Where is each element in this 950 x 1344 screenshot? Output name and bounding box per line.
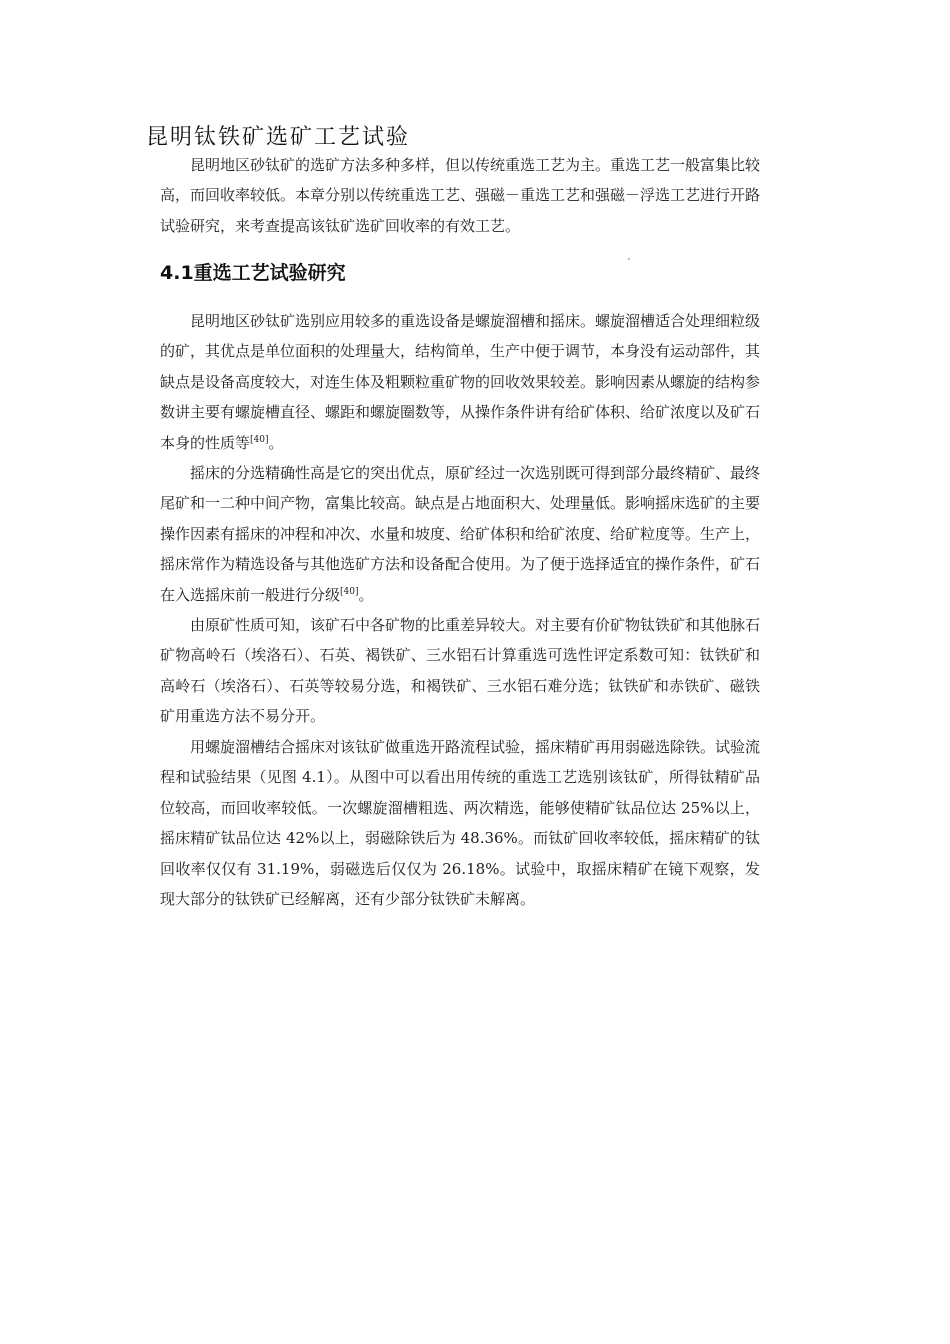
body-paragraph-1 xyxy=(160,306,760,458)
page-title: 昆明钛铁矿选矿工艺试验 xyxy=(146,125,411,150)
intro-paragraph: 昆明地区砂钛矿的选矿方法多种多样，但以传统重选工艺为主。重选工艺一般富集比较高，而回收率较低。本章分别以传统重选工艺、强磁－重选工艺和强磁－浮选工艺进行开路试验研究，来考查提高该钛矿选矿回收率的有效工艺。 xyxy=(160,156,761,235)
paragraph-text: 摇床的分选精确性高是它的突出优点，原矿经过一次选别既可得到部分最终精矿、最终尾矿和一二种中间产物，富集比较高。缺点是占地面积大、处理量低。影响摇床选矿的主要操作因素有摇床的冲程和冲次、水量和坡度、给矿体积和给矿浓度、给矿粒度等。生产上，摇床常作为精选设备与其他选矿方法和设备配合使用。为了便于选择适宜的操作条件，矿石在入选摇床前一般进行分级 xyxy=(160,464,761,604)
scan-speck xyxy=(628,258,630,260)
citation-ref: [40] xyxy=(340,586,359,597)
paragraph-tail: 。 xyxy=(268,433,284,452)
body-paragraph-3 xyxy=(160,610,760,732)
body-paragraph-4 xyxy=(160,732,760,914)
citation-ref: [40] xyxy=(250,434,269,445)
paragraph-text: 昆明地区砂钛矿选别应用较多的重选设备是螺旋溜槽和摇床。螺旋溜槽适合处理细粒级的矿，其优点是单位面积的处理量大，结构简单，生产中便于调节，本身没有运动部件，其缺点是设备高度较大，对连生体及粗颗粒重矿物的回收效果较差。影响因素从螺旋的结构参数讲主要有螺旋槽直径、螺距和螺旋圈数等，从操作条件讲有给矿体积、给矿浓度以及矿石本身的性质等 xyxy=(160,312,761,452)
section-heading: 4.1重选工艺试验研究 xyxy=(160,262,346,284)
body-paragraph-2 xyxy=(160,458,760,610)
paragraph-text: 由原矿性质可知，该矿石中各矿物的比重差异较大。对主要有价矿物钛铁矿和其他脉石矿物高岭石（埃洛石）、石英、褐铁矿、三水铝石计算重选可选性评定系数可知：钛铁矿和高岭石（埃洛石）、石英等较易分选，和褐铁矿、三水铝石难分选；钛铁矿和赤铁矿、磁铁矿用重选方法不易分开。 xyxy=(160,616,761,726)
paragraph-tail: 。 xyxy=(358,585,374,604)
paragraph-text: 用螺旋溜槽结合摇床对该钛矿做重选开路流程试验，摇床精矿再用弱磁选除铁。试验流程和试验结果（见图 4.1）。从图中可以看出用传统的重选工艺选别该钛矿，所得钛精矿品位较高，而回收率较低。一次螺旋溜槽粗选、两次精选，能够使精矿钛品位达 25%以上，摇床精矿钛品位达 42%以上，弱磁除铁后为 48.36%。而钛矿回收率较低，摇床精矿的钛回收率仅仅有 31.19%，弱磁选后仅仅为 26.18%。试验中，取摇床精矿在镜下观察，发现大部分的钛铁矿已经解离，还有少部分钛铁矿未解离。 xyxy=(160,738,761,909)
